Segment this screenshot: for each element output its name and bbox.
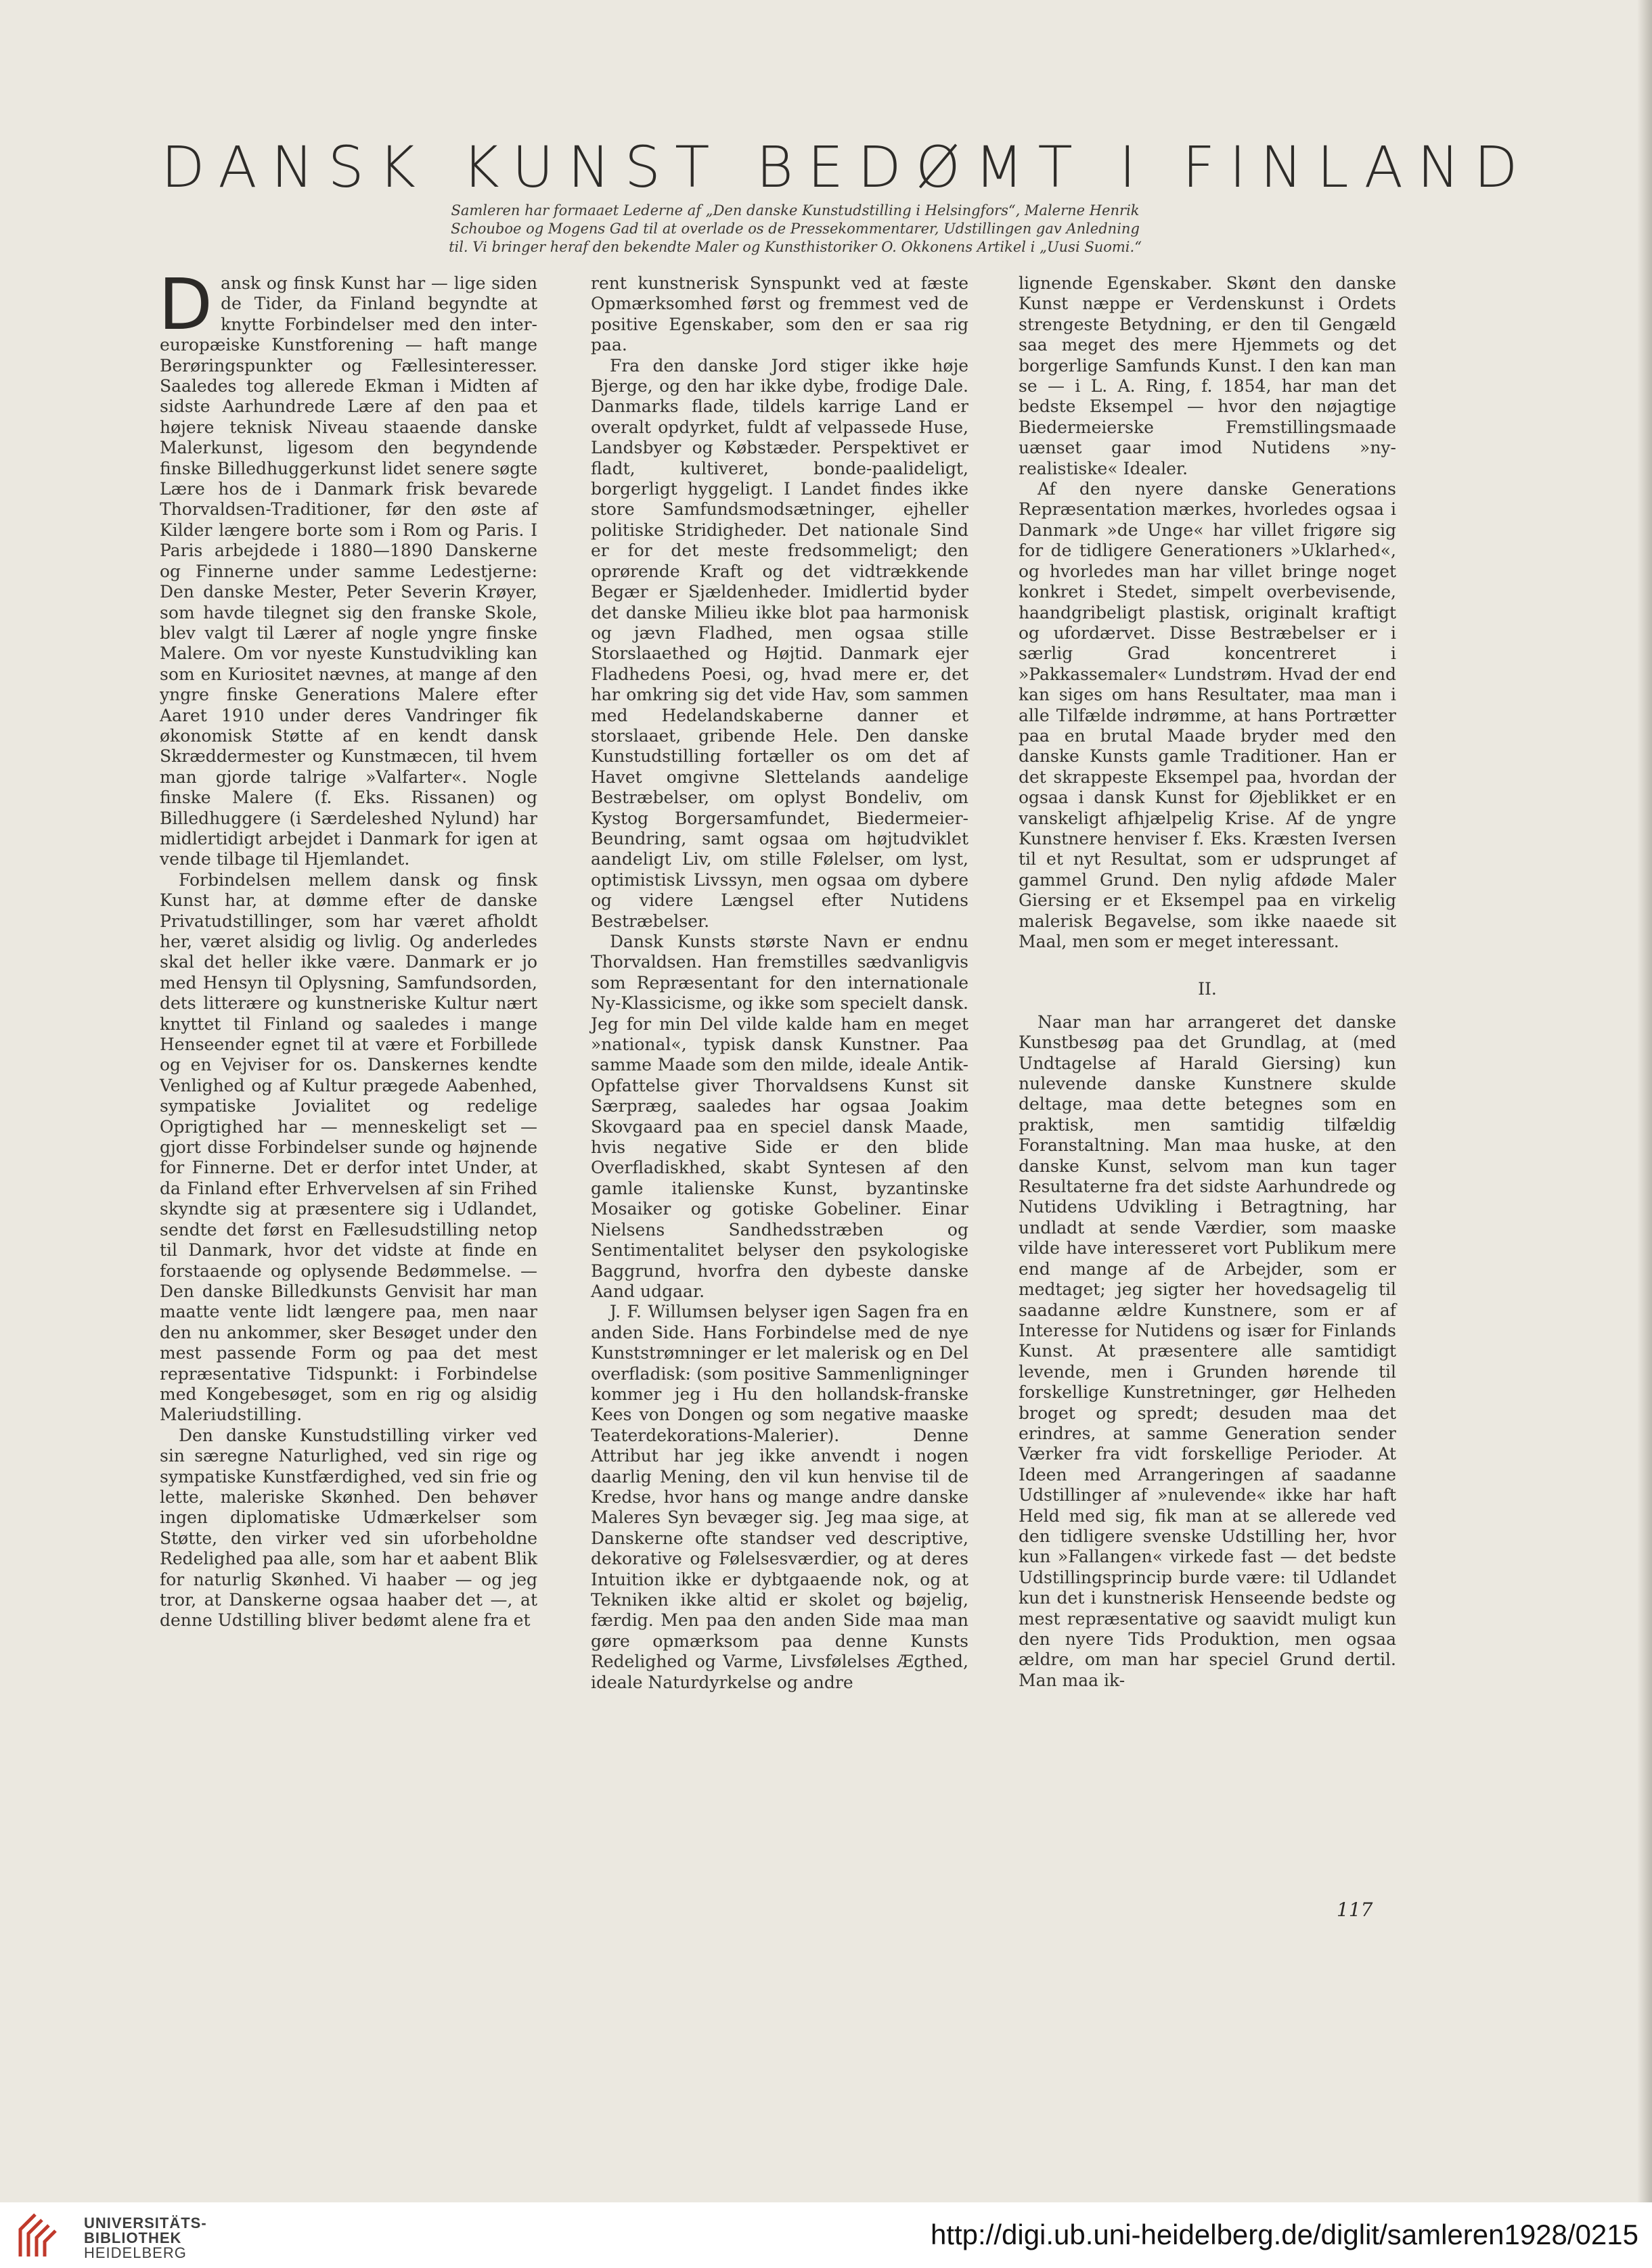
institution-line: HEIDELBERG — [84, 2244, 187, 2261]
paragraph: Af den nyere danske Generations Repræsentation mærkes, hvorledes ogsaa i Danmark »de Unge« har villet frigøre sig for de tidligere Generationers »Uklarhed«, og hvorledes man har villet bringe noget konkret i Stedet, simpelt overbevisende, haandgribeligt plastisk, originalt kraftigt og ufordærvet. Disse Bestræbelser er i særlig Grad koncentreret i »Pakkassemaler« Lundstrøm. Hvad der end kan siges om hans Resultater, maa man i alle Tilfælde indrømme, at hans Portrætter paa en brutal Maade bryder med den danske Kunsts gamle Traditioner. Han er det skrappeste Eksempel paa, hvordan der ogsaa i dansk Kunst for Øjeblikket er en vanskeligt afhjælpelig Krise. Af de yngre Kunstnere henviser f. Eks. Kræsten Iversen til et nyt Resultat, som er udsprunget af gammel Grund. Den nylig afdøde Maler Giersing er et Eksempel paa en virkelig malerisk Begavelse, som ikke naaede sit Maal, men som er meget interessant. — [1019, 479, 1396, 951]
institution-name — [84, 2216, 207, 2261]
paragraph: J. F. Willumsen belyser igen Sagen fra en anden Side. Hans Forbindelse med de nye Kunststrømninger er let malerisk og en Del overfladisk: (som positive Sammenligninger kommer jeg i Hu den hollandsk-franske Kees von Dongen og som negative maaske Teaterdekorations-Malerier). Denne Attribut har jeg ikke anvendt i nogen daarlig Mening, den vil kun henvise til de Kredse, hvor hans og mange andre danske Maleres Syn bevæger sig. Jeg maa sige, at Danskerne ofte standser ved descriptive, dekorative og Følelsesværdier, og at deres Intuition ikke er dybtgaaende nok, og at Tekniken ikke altid er skolet og bøjelig, færdig. Men paa den anden Side maa man gøre opmærksom paa denne Kunsts Redelighed og Varme, Livsfølelses Ægthed, ideale Naturdyrkelse og andre — [591, 1302, 968, 1692]
paragraph: Den danske Kunstudstilling virker ved sin særegne Naturlighed, ved sin rige og sympatiske Kunstfærdighed, ved sin frie og lette, maleriske Skønhed. Den behøver ingen diplomatiske Udmærkelser som Støtte, den virker ved sin uforbeholdne Redelighed paa alle, som har et aabent Blik for naturlig Skønhed. Vi haaber — og jeg tror, at Danskerne ogsaa haaber det —, at denne Udstilling bliver bedømt alene fra et — [160, 1425, 537, 1631]
paragraph: Forbindelsen mellem dansk og finsk Kunst har, at dømme efter de danske Privatudstillinger, som har været afholdt her, været alsidig og livlig. Og anderledes skal det heller ikke være. Danmark er jo med Hensyn til Oplysning, Samfundsorden, dets litterære og kunstneriske Kultur nært knyttet til Finland og saaledes i mange Henseender egnet til at være et Forbillede og en Vejviser for os. Danskernes kendte Venlighed og af Kultur prægede Aabenhed, sympatiske Jovialitet og redelige Oprigtighed har — menneskeligt set — gjort disse Forbindelser sunde og højnende for Finnerne. Det er derfor intet Under, at da Finland efter Erhvervelsen af sin Frihed skyndte sig at præsentere sig i Udlandet, sendte det først en Fællesudstilling netop til Danmark, hvor det vidste at finde en forstaaende og oplysende Bedømmelse. — Den danske Billedkunsts Genvisit har man maatte vente lidt længere paa, men naar den nu ankommer, sker Besøget under den mest passende Form og paa det mest repræsentative Tidspunkt: i Forbindelse med Kongebesøget, som en rig og alsidig Maleriudstilling. — [160, 869, 537, 1425]
text-column-2 — [591, 273, 968, 1693]
paragraph-text: ansk og finsk Kunst har — lige siden de Tider, da Finland begyndte at knytte Forbindelser med den inter-europæiske Kunstforening — haft mange Berøringspunkter og Fællesinteresser. Saaledes tog allerede Ekman i Midten af sidste Aarhundrede Lære af den paa et højere teknisk Niveau staaende danske Malerkunst, ligesom den begyndende finske Billedhuggerkunst lidet senere søgte Lære hos de i Danmark frisk bevarede Thorvaldsen-Traditioner, før den øste af Kilder længere borte som i Rom og Paris. I Paris arbejdede i 1880—1890 Danskerne og Finnerne under samme Ledestjerne: Den danske Mester, Peter Severin Krøyer, som havde tilegnet sig den franske Skole, blev valgt til Lærer af nogle yngre finske Malere. Om vor nyeste Kunstudvikling kan som en Kuriositet nævnes, at mange af den yngre finske Generations Malere efter Aaret 1910 under deres Vandringer fik økonomisk Støtte af en kendt dansk Skræddermester og Kunstmæcen, til hvem man gjorde talrige »Valfarter«. Nogle finske Malere (f. Eks. Rissanen) og Billedhuggere (i Særdeleshed Nylund) har midlertidigt arbejdet i Danmark for igen at vende tilbage til Hjemlandet. — [160, 273, 537, 869]
subtitle-line: Schouboe og Mogens Gad til at overlade os de Pressekommentarer, Udstillingen gav Anledning — [451, 221, 1140, 237]
subtitle-line: Samleren har formaaet Lederne af „Den danske Kunstudstilling i Helsingfors“, Malerne Henrik — [451, 202, 1140, 219]
article-subtitle — [379, 202, 1211, 256]
subtitle-line: til. Vi bringer heraf den bekendte Maler og Kunsthistoriker O. Okkonens Artikel i „Uusi Suomi.“ — [449, 239, 1142, 255]
page-edge — [1637, 0, 1652, 2268]
drop-cap: D — [158, 263, 213, 346]
paragraph: lignende Egenskaber. Skønt den danske Kunst næppe er Verdenskunst i Ordets strengeste Betydning, er den til Gengæld saa meget des mere Hjemmets og det borgerlige Samfunds Kunst. I den kan man se — i L. A. Ring, f. 1854, har man det bedste Eksempel — hvor den nøjagtige Biedermeierske Fremstillingsmaade uænset gaar imod Nutidens »ny-realistiske« Idealer. — [1019, 273, 1396, 478]
footer-bar — [0, 2202, 1652, 2268]
paragraph: Naar man har arrangeret det danske Kunstbesøg paa det Grundlag, at (med Undtagelse af Harald Giersing) kun nulevende danske Kunstnere skulde deltage, maa dette betegnes som en praktisk, men samtidig tilfældig Foranstaltning. Man maa huske, at den danske Kunst, selvom man kun tager Resultaterne fra det sidste Aarhundrede og Nutidens Udvikling i Betragtning, har undladt at sende Værdier, som maaske vilde have interesseret vort Publikum mere end mange af de Arbejder, som er medtaget; jeg sigter her hovedsagelig til saadanne ældre Kunstnere, som er af Interesse for Nutidens og især for Finlands Kunst. At præsentere alle samtidigt levende, men i Grunden hørende til forskellige Kunstretninger, gør Helheden broget og spredt; desuden maa det erindres, at samme Generation sender Værker fra vidt forskellige Perioder. At Ideen med Arrangeringen af saadanne Udstillinger af »nulevende« ikke har haft Held med sig, fik man at se allerede ved den tidligere svenske Udstilling her, hvor kun »Fallangen« virkede fast — det bedste Udstillingsprincip burde være: til Udlandet kun det i kunstnerisk Henseende bedste og mest repræsentative og saavidt muligt kun den nyere Tids Produktion, men ogsaa ældre, om man har speciel Grund dertil. Man maa ik- — [1019, 1012, 1396, 1690]
paragraph — [158, 263, 537, 870]
article-title: DANSK KUNST BEDØMT I FINLAND — [161, 134, 1532, 200]
paragraph: Dansk Kunsts største Navn er endnu Thorvaldsen. Han fremstilles sædvanligvis som Repræsentant for den internationale Ny-Klassicisme, og ikke som specielt dansk. Jeg for min Del vilde kalde ham en meget »national«, typisk dansk Kunstner. Paa samme Maade som den milde, ideale Antik-Opfattelse giver Thorvaldsens Kunst sit Særpræg, saaledes har ogsaa Joakim Skovgaard paa en speciel dansk Maade, hvis negative Side er den blide Overfladiskhed, skabt Syntesen af den gamle italienske Kunst, byzantinske Mosaiker og gotiske Gobeliner. Einar Nielsens Sandhedsstræben og Sentimentalitet belyser den psykologiske Baggrund, hvorfra den dybeste danske Aand udgaar. — [591, 932, 968, 1301]
section-heading: II. — [1198, 979, 1217, 999]
institution-line: BIBLIOTHEK — [84, 2229, 182, 2246]
university-library-logo-icon[interactable] — [15, 2209, 68, 2262]
text-column-1 — [158, 263, 537, 1631]
text-column-3 — [1019, 273, 1396, 1691]
source-url-link[interactable]: http://digi.ub.uni-heidelberg.de/diglit/samleren1928/0215 — [930, 2219, 1638, 2250]
paragraph: Fra den danske Jord stiger ikke høje Bjerge, og den har ikke dybe, frodige Dale. Danmarks flade, tildels karrige Land er overalt opdyrket, fuldt af velpassede Huse, Landsbyer og Købstæder. Perspektivet er fladt, kultiveret, bonde-paalideligt, borgerligt hyggeligt. I Landet findes ikke store Samfundsmodsætninger, ejheller politiske Stridigheder. Det nationale Sind er for det meste fredsommeligt; den oprørende Kraft og det vidtrækkende Begær er Sjældenheder. Imidlertid byder det danske Milieu ikke blot paa harmonisk og jævn Fladhed, men ogsaa stille Storslaaethed og Højtid. Danmark ejer Fladhedens Poesi, og, hvad mere er, det har omkring sig det vide Hav, som sammen med Hedelandskaberne danner et storslaaet, gribende Hele. Den danske Kunstudstilling fortæller os om det af Havet omgivne Slettelands aandelige Bestræbelser, om oplyst Bondeliv, om Kystog Borgersamfundet, Biedermeier-Beundring, samt ogsaa om højtudviklet aandeligt Liv, om stille Følelser, om lyst, optimistisk Livssyn, men ogsaa om dybere og videre Længsel efter Nutidens Bestræbelser. — [591, 355, 968, 931]
institution-line: UNIVERSITÄTS- — [84, 2215, 207, 2231]
page-number: 117 — [1337, 1899, 1373, 1921]
paragraph: rent kunstnerisk Synspunkt ved at fæste Opmærksomhed først og fremmest ved de positive Egenskaber, som den er saa rig paa. — [591, 273, 968, 355]
